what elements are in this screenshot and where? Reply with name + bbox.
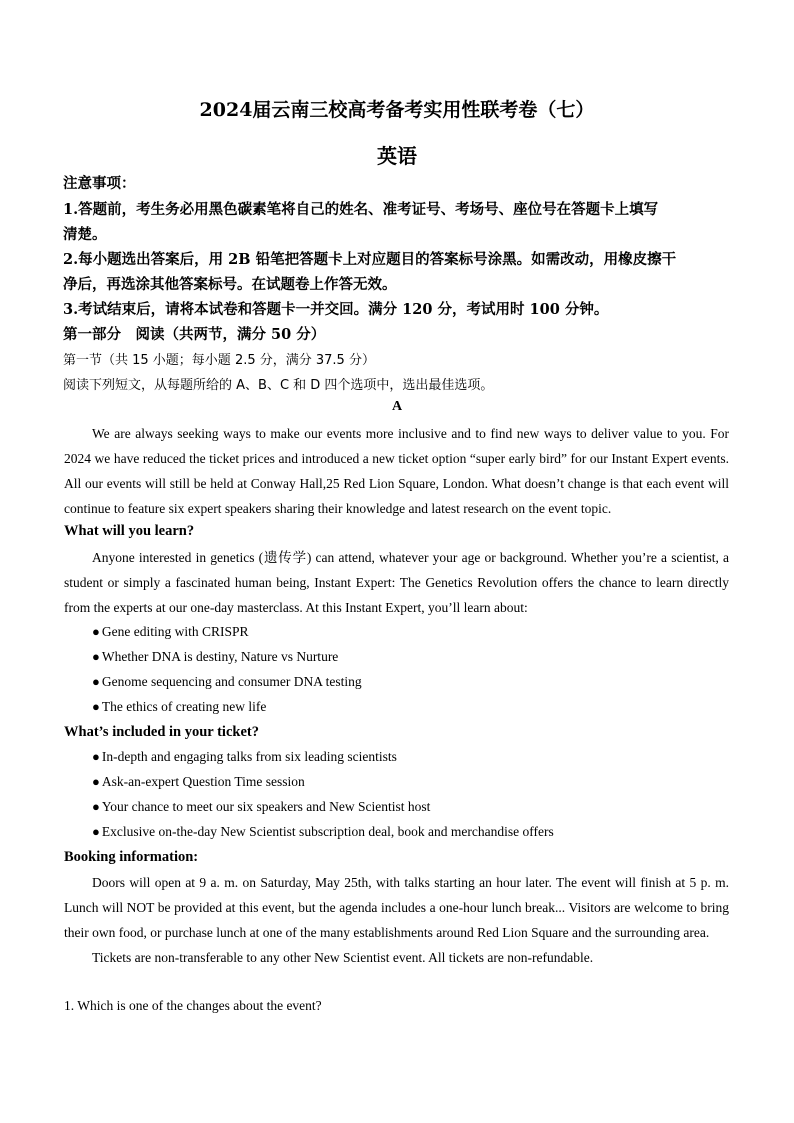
notes-heading: 注意事项：	[63, 175, 136, 192]
bullet-icon: ●	[92, 749, 100, 764]
subject-title: 英语	[377, 144, 417, 168]
passage-intro	[64, 421, 729, 521]
bullet-icon: ●	[92, 824, 100, 839]
passage-label: A	[391, 399, 403, 414]
learn-item	[92, 624, 249, 640]
learn-paragraph-text: Anyone interested in genetics (遗传学) can attend, whatever your age or background. Whether you’re a scientist, a student or simply a fascinated human being, Instant Expert: The Genetics Revolution offers the chance to learn directly from the experts at our one-day masterclass. At this Instant Expert, you’ll learn about:	[64, 550, 729, 615]
ticket-item	[92, 799, 430, 815]
learn-paragraph	[64, 545, 729, 620]
ticket-item	[92, 824, 554, 840]
bullet-icon: ●	[92, 699, 100, 714]
booking-paragraph-2-text: Tickets are non-transferable to any other New Scientist event. All tickets are non-refundable.	[92, 950, 594, 965]
exam-title: 2024届云南三校高考备考实用性联考卷（七）	[199, 99, 595, 121]
booking-paragraph-text: Doors will open at 9 a. m. on Saturday, May 25th, with talks starting an hour later. The event will finish at 5 p. m. Lunch will NOT be provided at this event, but the agenda includes a one-hour lunch break... Visitors are welcome to bring their own food, or purchase lunch at one of the many establishments around Red Lion Square and the surrounding area.	[64, 875, 729, 940]
learn-item-text: Whether DNA is destiny, Nature vs Nurture	[101, 649, 339, 664]
question-1: 1. Which is one of the changes about the event?	[64, 998, 322, 1013]
bullet-icon: ●	[92, 774, 100, 789]
bullet-icon: ●	[92, 649, 100, 664]
bullet-icon: ●	[92, 799, 100, 814]
ticket-item-text: Your chance to meet our six speakers and New Scientist host	[101, 799, 431, 814]
learn-item	[92, 674, 362, 690]
learn-item-text: The ethics of creating new life	[101, 699, 267, 714]
booking-heading: Booking information:	[64, 849, 199, 865]
section1-instruction: 阅读下列短文，从每题所给的 A、B、C 和 D 四个选项中，选出最佳选项。	[63, 378, 494, 393]
ticket-item	[92, 749, 397, 765]
ticket-heading: What’s included in your ticket?	[64, 724, 259, 740]
ticket-item-text: Exclusive on-the-day New Scientist subscription deal, book and merchandise offers	[101, 824, 554, 839]
ticket-item-text: Ask-an-expert Question Time session	[101, 774, 305, 789]
learn-heading: What will you learn?	[64, 523, 195, 539]
passage-intro-text: We are always seeking ways to make our events more inclusive and to find new ways to deliver value to you. For 2024 we have reduced the ticket prices and introduced a new ticket option “super early bird” for our Instant Expert events. All our events will still be held at Conway Hall,25 Red Lion Square, London. What doesn’t change is that each event will continue to feature six expert speakers sharing their knowledge and latest research on the event topic.	[64, 426, 729, 516]
learn-item	[92, 649, 338, 665]
note-item-3: 3.考试结束后，请将本试卷和答题卡一并交回。满分 120 分，考试用时 100 分钟。	[63, 301, 609, 318]
bullet-icon: ●	[92, 624, 100, 639]
bullet-icon: ●	[92, 674, 100, 689]
learn-item	[92, 699, 266, 715]
ticket-item-text: In-depth and engaging talks from six leading scientists	[101, 749, 397, 764]
part1-heading: 第一部分 阅读（共两节，满分 50 分）	[63, 326, 326, 343]
note-item-2-line-1: 2.每小题选出答案后，用 2B 铅笔把答题卡上对应题目的答案标号涂黑。如需改动，用橡皮擦干	[63, 251, 677, 268]
section1-info: 第一节（共 15 小题；每小题 2.5 分，满分 37.5 分）	[63, 353, 375, 368]
learn-item-text: Genome sequencing and consumer DNA testing	[101, 674, 362, 689]
learn-item-text: Gene editing with CRISPR	[101, 624, 249, 639]
note-item-2-line-2: 净后，再选涂其他答案标号。在试题卷上作答无效。	[63, 276, 397, 293]
note-item-1-line-2: 清楚。	[63, 226, 107, 243]
booking-paragraph	[64, 870, 729, 970]
ticket-item	[92, 774, 305, 790]
note-item-1-line-1: 1.答题前，考生务必用黑色碳素笔将自己的姓名、准考证号、考场号、座位号在答题卡上填写	[63, 201, 659, 218]
